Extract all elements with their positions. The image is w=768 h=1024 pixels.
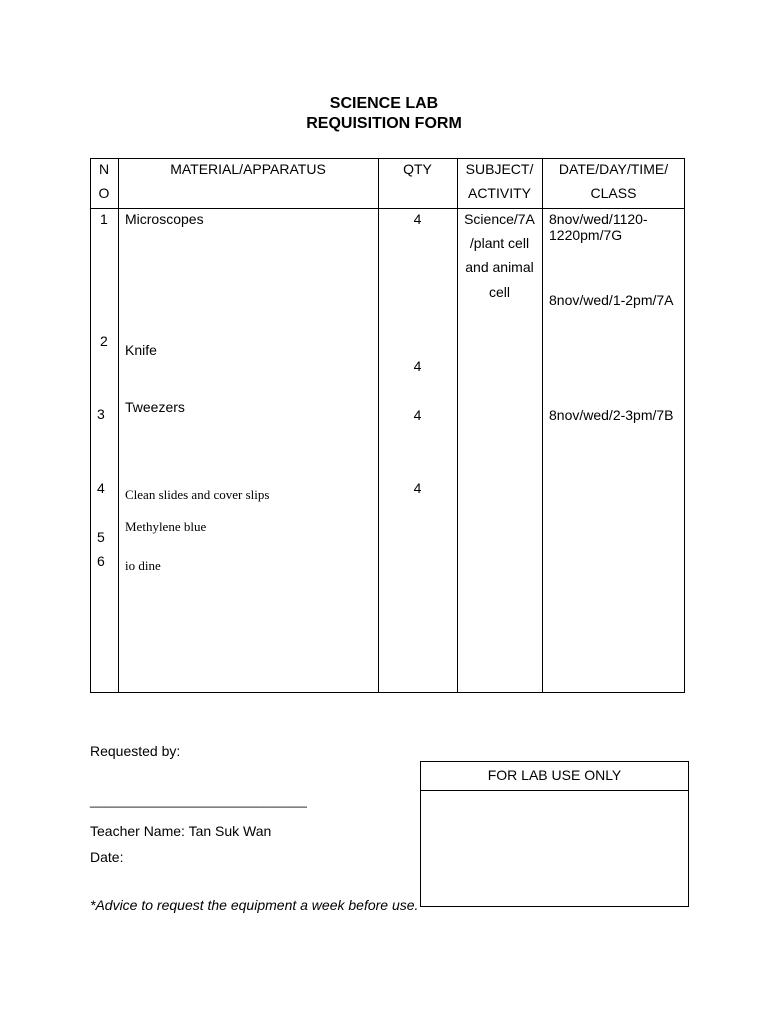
material-item: io dine (125, 558, 161, 573)
form-title-line2: REQUISITION FORM (306, 115, 462, 132)
qty-value: 4 (413, 407, 422, 423)
table-col-divider (378, 158, 379, 693)
date-entry: 8nov/wed/1120- (549, 211, 648, 227)
header-date-line1: DATE/DAY/TIME/ (558, 161, 669, 177)
header-qty: QTY (403, 161, 432, 177)
form-title-line1: SCIENCE LAB (329, 95, 439, 112)
requested-by-label: Requested by: (90, 743, 181, 759)
subject-text: and animal (465, 259, 534, 275)
header-subject-line2: ACTIVITY (467, 185, 531, 201)
row-number: 6 (97, 553, 105, 569)
advice-note: *Advice to request the equipment a week before use. (90, 897, 419, 913)
row-number: 5 (97, 529, 105, 545)
row-number: 1 (100, 211, 108, 227)
material-item: Tweezers (125, 399, 185, 415)
material-item: Microscopes (125, 211, 204, 227)
table-header-divider (90, 208, 685, 209)
lab-use-label: FOR LAB USE ONLY (487, 767, 622, 783)
date-entry: 1220pm/7G (549, 227, 623, 243)
teacher-name: Teacher Name: Tan Suk Wan (90, 823, 272, 839)
header-no-line2: O (98, 185, 110, 201)
qty-value: 4 (413, 480, 422, 496)
subject-text: cell (488, 284, 510, 300)
subject-text: /plant cell (469, 235, 530, 251)
row-number: 2 (100, 333, 108, 349)
qty-value: 4 (413, 358, 422, 374)
row-number: 4 (97, 480, 105, 496)
qty-value: 4 (413, 211, 422, 227)
date-entry: 8nov/wed/1-2pm/7A (549, 292, 674, 308)
signature-line: ______________________________ (90, 793, 307, 808)
material-item: Methylene blue (125, 519, 207, 534)
material-item: Knife (125, 342, 157, 358)
table-col-divider (118, 158, 119, 693)
header-date-line2: CLASS (590, 185, 637, 201)
header-material: MATERIAL/APPARATUS (170, 161, 326, 177)
date-label: Date: (90, 849, 124, 865)
lab-box-divider (420, 790, 689, 791)
date-entry: 8nov/wed/2-3pm/7B (549, 407, 674, 423)
material-item: Clean slides and cover slips (125, 487, 270, 502)
subject-text: Science/7A (464, 211, 535, 227)
header-no-line1: N (98, 161, 110, 177)
header-subject-line1: SUBJECT/ (465, 161, 534, 177)
row-number: 3 (97, 406, 105, 422)
table-col-divider (542, 158, 543, 693)
